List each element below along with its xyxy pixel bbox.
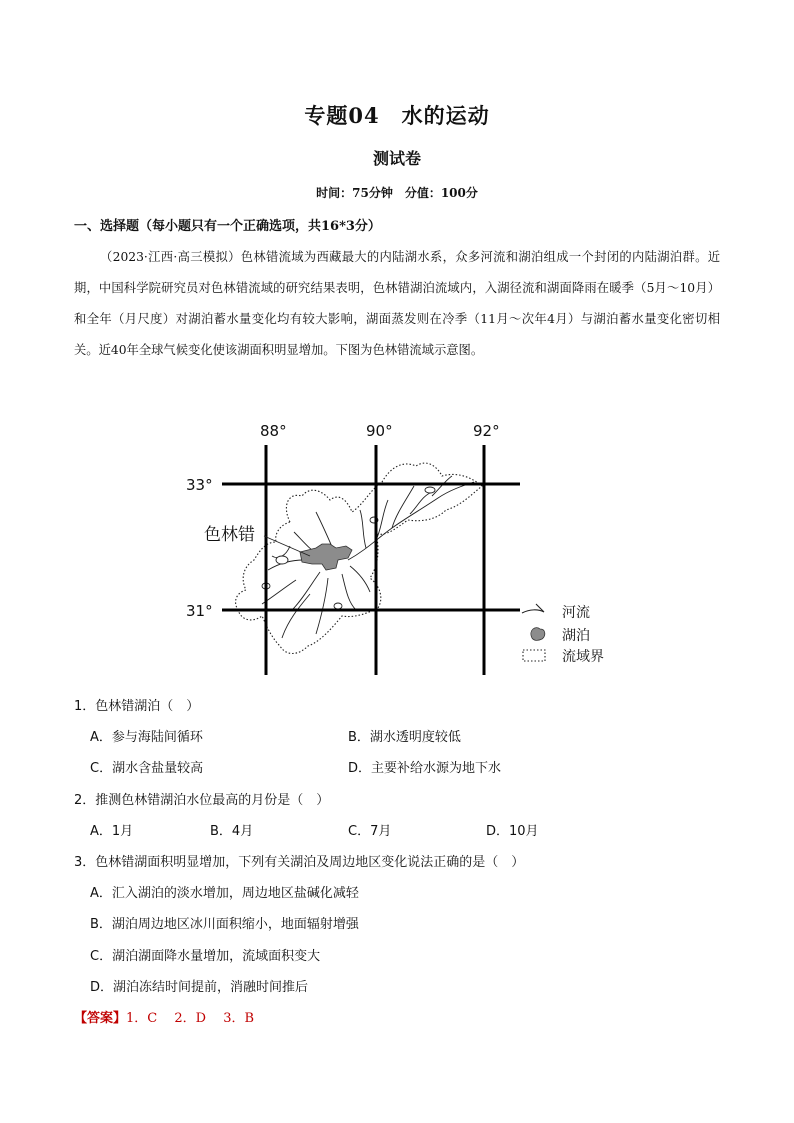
watershed-boundary <box>236 463 482 653</box>
legend-river-label: 河流 <box>562 605 590 621</box>
answer-tag: 【答案】 <box>74 1011 127 1026</box>
river-legend-icon <box>522 604 544 613</box>
section-heading: 一、选择题（每小题只有一个正确选项，共16*3分） <box>74 219 381 234</box>
lon-label-90: 90° <box>366 422 393 440</box>
question-3-option-b[interactable]: B．湖泊周边地区冰川面积缩小，地面辐射增强 <box>90 917 359 932</box>
answer-line <box>74 1007 254 1026</box>
question-1-option-b[interactable]: B．湖水透明度较低 <box>348 730 461 745</box>
lon-label-88: 88° <box>260 422 287 440</box>
question-3-option-d[interactable]: D．湖泊冻结时间提前，消融时间推后 <box>90 980 309 995</box>
page-subtitle: 测试卷 <box>372 149 421 168</box>
legend-lake-label: 湖泊 <box>562 628 590 644</box>
lat-label-33: 33° <box>186 476 213 494</box>
river-network <box>262 476 474 638</box>
watershed-map <box>170 410 650 685</box>
exam-meta: 时间：75分钟 分值：100分 <box>316 186 478 200</box>
coordinate-grid <box>222 445 520 675</box>
lake-legend-icon <box>531 628 545 641</box>
answer-text: 1．C 2．D 3．B <box>126 1011 255 1026</box>
passage-text: （2023·江西·高三模拟）色林错流域为西藏最大的内陆湖水系，众多河流和湖泊组成一个封闭的内陆湖泊群。近期，中国科学院研究员对色林错流域的研究结果表明，色林错湖泊流域内，入湖径流和湖面降雨在暖季（5月～10月）和全年（月尺度）对湖泊蓄水量变化均有较大影响，湖面蒸发则在冷季（11月～次年4月）与湖泊蓄水量变化密切相关。近40年全球气候变化使该湖面积明显增加。下图为色林错流域示意图。 <box>74 250 720 357</box>
boundary-legend-icon <box>523 650 545 661</box>
legend-boundary-label: 流域界 <box>562 649 604 665</box>
question-1-stem: 1．色林错湖泊（ ） <box>74 699 200 714</box>
question-3-option-a[interactable]: A．汇入湖泊的淡水增加，周边地区盐碱化减轻 <box>90 886 359 901</box>
question-2-option-b[interactable]: B．4月 <box>210 824 254 839</box>
question-3-option-c[interactable]: C．湖泊湖面降水量增加，流域面积变大 <box>90 949 321 964</box>
question-3-stem: 3．色林错湖面积明显增加，下列有关湖泊及周边地区变化说法正确的是（ ） <box>74 855 525 870</box>
question-1-option-d[interactable]: D．主要补给水源为地下水 <box>348 761 502 776</box>
lon-label-92: 92° <box>473 422 500 440</box>
question-1-option-a[interactable]: A．参与海陆间循环 <box>90 730 203 745</box>
question-2-option-d[interactable]: D．10月 <box>486 824 539 839</box>
selin-co-lake <box>300 544 352 570</box>
question-1-option-c[interactable]: C．湖水含盐量较高 <box>90 761 204 776</box>
question-2-option-a[interactable]: A．1月 <box>90 824 134 839</box>
question-2-stem: 2．推测色林错湖泊水位最高的月份是（ ） <box>74 793 330 808</box>
lake-leader-line <box>264 536 310 556</box>
map-legend <box>522 604 604 665</box>
lat-label-31: 31° <box>186 602 213 620</box>
question-2-option-c[interactable]: C．7月 <box>348 824 392 839</box>
page-title: 专题04 水的运动 <box>304 103 490 128</box>
lake-label: 色林错 <box>204 525 255 545</box>
